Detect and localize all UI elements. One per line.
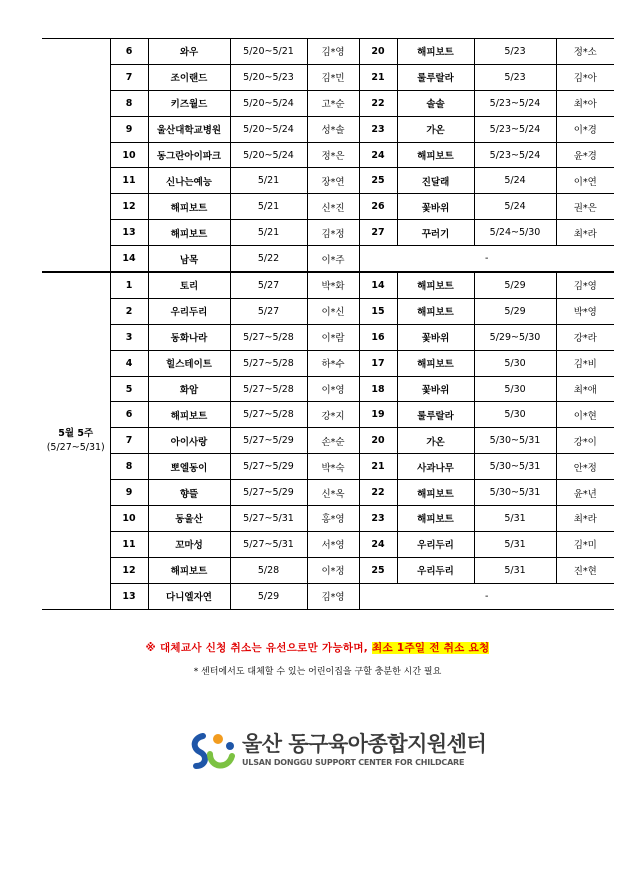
cell-num: 1 [110,272,148,298]
cell-name: 꽃바위 [397,194,474,220]
cell-name: 와우 [148,39,230,65]
cell-num: 26 [359,194,397,220]
cell-teacher: 정*은 [307,142,359,168]
cell-num: 16 [359,324,397,350]
cell-name: 우리두리 [148,298,230,324]
cell-num: 27 [359,220,397,246]
cell-name: 꼬마성 [148,531,230,557]
cell-teacher: 윤*년 [556,480,614,506]
center-logo [188,728,487,776]
cell-teacher: 김*영 [307,583,359,609]
table-row [42,506,614,532]
cell-teacher: 최*라 [556,506,614,532]
cell-period: 5/29~5/30 [474,324,556,350]
schedule-table [42,38,614,610]
cell-teacher: 권*은 [556,194,614,220]
cell-period: 5/27~5/29 [230,428,307,454]
cell-teacher: 신*옥 [307,480,359,506]
logo-green-swoosh [210,754,232,766]
cell-name: 해피보트 [148,402,230,428]
cell-period: 5/27~5/29 [230,480,307,506]
cell-name: 동화나라 [148,324,230,350]
cell-num: 2 [110,298,148,324]
cell-name: 해피보트 [397,142,474,168]
table-row [42,428,614,454]
table-row [42,298,614,324]
table-row [42,480,614,506]
cell-teacher: 박*화 [307,272,359,298]
cell-num: 19 [359,402,397,428]
table-row [42,168,614,194]
cell-period: 5/23~5/24 [474,142,556,168]
cell-name: 아이사랑 [148,428,230,454]
cell-period: 5/29 [474,272,556,298]
cell-num: 11 [110,168,148,194]
week-label-cell [42,39,110,273]
cell-teacher: 고*순 [307,90,359,116]
cell-period: 5/27 [230,272,307,298]
cell-period: 5/27~5/28 [230,402,307,428]
cancellation-notice [0,640,635,655]
cell-period: 5/30 [474,402,556,428]
table-row [42,116,614,142]
week-label: 5월 5주 [58,427,94,439]
empty-entry-dash: - [359,583,614,609]
cell-period: 5/21 [230,194,307,220]
cell-num: 21 [359,64,397,90]
table-row [42,194,614,220]
cell-num: 23 [359,116,397,142]
cell-period: 5/29 [230,583,307,609]
table-row [42,324,614,350]
cell-num: 14 [359,272,397,298]
table-row [42,376,614,402]
cell-name: 해피보트 [148,194,230,220]
cell-teacher: 김*영 [556,272,614,298]
cell-teacher: 진*현 [556,557,614,583]
cell-period: 5/27~5/31 [230,506,307,532]
cell-num: 15 [359,298,397,324]
cell-name: 향뜰 [148,480,230,506]
notice-highlight-text: 최소 1주일 전 취소 요청 [372,642,490,654]
cell-name: 우리두리 [397,531,474,557]
cell-period: 5/24 [474,194,556,220]
cell-teacher: 박*숙 [307,454,359,480]
cell-teacher: 손*순 [307,428,359,454]
cell-name: 해피보트 [397,506,474,532]
table-row [42,583,614,609]
cell-teacher: 김*민 [307,64,359,90]
cell-teacher: 정*소 [556,39,614,65]
cell-period: 5/28 [230,557,307,583]
cell-name: 꾸러기 [397,220,474,246]
cell-period: 5/20~5/23 [230,64,307,90]
center-logo-icon [188,730,238,774]
cell-teacher: 강*지 [307,402,359,428]
cell-name: 키즈월드 [148,90,230,116]
cell-period: 5/20~5/21 [230,39,307,65]
cell-period: 5/23 [474,64,556,90]
cell-period: 5/30 [474,350,556,376]
cell-name: 동그란아이파크 [148,142,230,168]
cell-num: 6 [110,39,148,65]
cell-period: 5/23 [474,39,556,65]
cell-name: 솔솔 [397,90,474,116]
table-row [42,531,614,557]
cell-teacher: 김*영 [307,39,359,65]
cell-num: 9 [110,116,148,142]
cell-period: 5/27~5/31 [230,531,307,557]
cell-name: 신나는예능 [148,168,230,194]
cell-num: 11 [110,531,148,557]
cell-name: 뽀엘동이 [148,454,230,480]
table-row [42,272,614,298]
cell-teacher: 안*정 [556,454,614,480]
empty-entry-dash: - [359,246,614,272]
cell-period: 5/24~5/30 [474,220,556,246]
cell-period: 5/31 [474,506,556,532]
table-row [42,39,614,65]
cell-name: 동울산 [148,506,230,532]
cell-name: 남목 [148,246,230,272]
cell-num: 17 [359,350,397,376]
cell-period: 5/31 [474,557,556,583]
cell-num: 24 [359,531,397,557]
cell-teacher: 이*주 [307,246,359,272]
notice-main-text: ※ 대체교사 신청 취소는 유선으로만 가능하며, [145,642,373,654]
cell-num: 20 [359,39,397,65]
cell-name: 사과나무 [397,454,474,480]
week-range: (5/27~5/31) [46,441,105,453]
table-row [42,350,614,376]
cell-period: 5/27 [230,298,307,324]
cell-period: 5/21 [230,220,307,246]
cell-teacher: 이*현 [556,402,614,428]
table-row [42,454,614,480]
cell-num: 12 [110,557,148,583]
cell-num: 10 [110,506,148,532]
cell-teacher: 장*연 [307,168,359,194]
cell-teacher: 이*신 [307,298,359,324]
cell-teacher: 이*영 [307,376,359,402]
cell-teacher: 이*경 [556,116,614,142]
cell-name: 힐스테이트 [148,350,230,376]
cell-teacher: 강*이 [556,428,614,454]
logo-orange-dot [213,734,223,744]
cell-period: 5/23~5/24 [474,116,556,142]
cell-num: 7 [110,428,148,454]
table-row [42,402,614,428]
cell-period: 5/27~5/28 [230,350,307,376]
cell-num: 23 [359,506,397,532]
cell-teacher: 성*솔 [307,116,359,142]
cell-period: 5/20~5/24 [230,142,307,168]
cell-period: 5/30~5/31 [474,454,556,480]
cell-period: 5/29 [474,298,556,324]
cell-num: 20 [359,428,397,454]
cell-name: 해피보트 [397,298,474,324]
cell-period: 5/24 [474,168,556,194]
cell-name: 조이랜드 [148,64,230,90]
cell-num: 4 [110,350,148,376]
cell-period: 5/30~5/31 [474,428,556,454]
cell-teacher: 신*진 [307,194,359,220]
cell-num: 8 [110,454,148,480]
table-row [42,220,614,246]
cell-teacher: 이*정 [307,557,359,583]
cell-name: 해피보트 [148,557,230,583]
cell-name: 꽃바위 [397,376,474,402]
logo-blue-dot [226,742,234,750]
cell-num: 14 [110,246,148,272]
center-name: 울산 동구육아종합지원센터 [242,732,487,756]
cell-name: 해피보트 [397,480,474,506]
cell-num: 5 [110,376,148,402]
table-row [42,246,614,272]
cell-num: 8 [110,90,148,116]
cell-period: 5/31 [474,531,556,557]
cell-teacher: 윤*경 [556,142,614,168]
cell-name: 룰루랄라 [397,64,474,90]
cell-teacher: 김*아 [556,64,614,90]
cell-name: 울산대학교병원 [148,116,230,142]
cell-teacher: 김*미 [556,531,614,557]
cell-period: 5/20~5/24 [230,90,307,116]
cell-num: 6 [110,402,148,428]
cell-num: 22 [359,90,397,116]
table-row [42,557,614,583]
cell-name: 꽃바위 [397,324,474,350]
cell-num: 21 [359,454,397,480]
cell-period: 5/21 [230,168,307,194]
cell-period: 5/23~5/24 [474,90,556,116]
cell-teacher: 하*수 [307,350,359,376]
cell-teacher: 최*애 [556,376,614,402]
cell-name: 토리 [148,272,230,298]
cell-num: 3 [110,324,148,350]
cell-name: 우리두리 [397,557,474,583]
cell-teacher: 최*라 [556,220,614,246]
cell-period: 5/27~5/29 [230,454,307,480]
cell-name: 가온 [397,428,474,454]
week-label-cell [42,272,110,609]
cell-teacher: 김*비 [556,350,614,376]
cell-num: 25 [359,557,397,583]
cell-name: 룰루랄라 [397,402,474,428]
cell-teacher: 이*연 [556,168,614,194]
cell-period: 5/20~5/24 [230,116,307,142]
cell-teacher: 홍*영 [307,506,359,532]
cell-name: 진달래 [397,168,474,194]
cell-period: 5/27~5/28 [230,376,307,402]
cell-num: 12 [110,194,148,220]
cell-name: 다니엘자연 [148,583,230,609]
cell-name: 해피보트 [397,350,474,376]
center-name-english: ULSAN DONGGU SUPPORT CENTER FOR CHILDCARE [242,758,465,767]
cell-teacher: 최*아 [556,90,614,116]
cell-teacher: 서*영 [307,531,359,557]
table-row [42,90,614,116]
cell-name: 화암 [148,376,230,402]
cell-teacher: 김*정 [307,220,359,246]
cell-num: 13 [110,220,148,246]
cell-period: 5/27~5/28 [230,324,307,350]
cell-num: 22 [359,480,397,506]
cell-period: 5/30~5/31 [474,480,556,506]
cell-num: 13 [110,583,148,609]
cell-num: 25 [359,168,397,194]
cell-teacher: 강*라 [556,324,614,350]
cell-teacher: 박*영 [556,298,614,324]
cell-teacher: 이*람 [307,324,359,350]
cell-period: 5/22 [230,246,307,272]
cell-name: 해피보트 [148,220,230,246]
cell-num: 9 [110,480,148,506]
logo-blue-swoosh [195,736,205,766]
cell-period: 5/30 [474,376,556,402]
cell-name: 해피보트 [397,272,474,298]
cell-num: 24 [359,142,397,168]
cell-num: 7 [110,64,148,90]
notice-subtext: * 센터에서도 대체할 수 있는 어린이집을 구할 충분한 시간 필요 [193,667,442,677]
cell-name: 가온 [397,116,474,142]
table-row [42,142,614,168]
cell-num: 18 [359,376,397,402]
cell-num: 10 [110,142,148,168]
table-row [42,64,614,90]
cell-name: 해피보트 [397,39,474,65]
